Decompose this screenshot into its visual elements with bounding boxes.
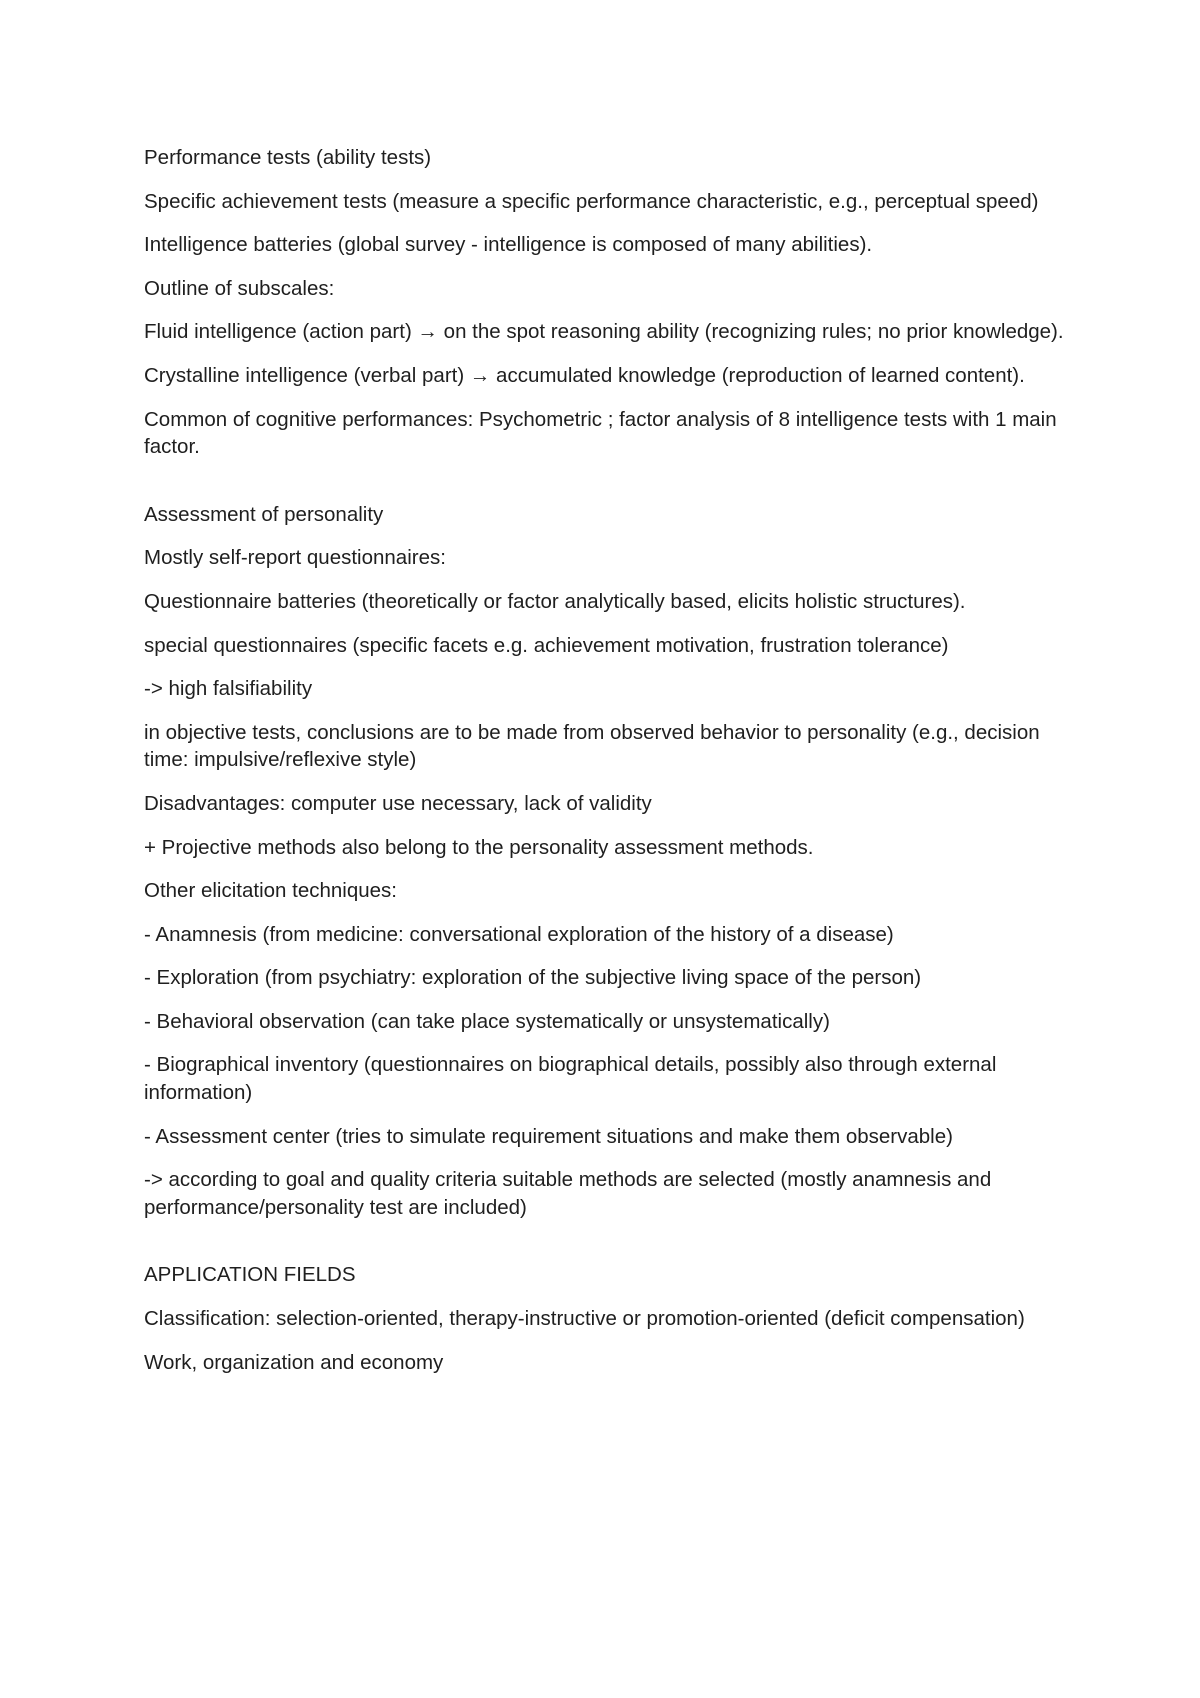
document-body [144,144,1064,1392]
paragraph: -> according to goal and quality criteria suitable methods are selected (mostly anamnesis and performance/personality test are included) [144,1168,992,1219]
paragraph: -> high falsifiability [144,677,313,701]
paragraph: Specific achievement tests (measure a specific performance characteristic, e.g., perceptual speed) [144,189,1039,213]
paragraph: Fluid intelligence (action part) → on the spot reasoning ability (recognizing rules; no prior knowledge). [144,320,1064,344]
section-heading-performance-tests: Performance tests (ability tests) [144,146,432,169]
paragraph: Mostly self-report questionnaires: [144,546,446,570]
paragraph: Other elicitation techniques: [144,879,397,903]
section-heading-assessment-of-personality: Assessment of personality [144,502,384,526]
list-item: - Anamnesis (from medicine: conversational exploration of the history of a disease) [144,922,894,946]
section-heading-application-fields: APPLICATION FIELDS [144,1263,356,1287]
list-item: - Behavioral observation (can take place systematically or unsystematically) [144,1009,830,1033]
paragraph: Outline of subscales: [144,276,335,300]
paragraph: special questionnaires (specific facets e.g. achievement motivation, frustration tolerance) [144,633,949,657]
list-item: - Exploration (from psychiatry: exploration of the subjective living space of the person) [144,966,922,990]
paragraph: Classification: selection-oriented, therapy-instructive or promotion-oriented (deficit compensation) [144,1307,1025,1331]
paragraph: Work, organization and economy [144,1350,444,1374]
list-item: - Biographical inventory (questionnaires on biographical details, possibly also through external information) [144,1053,997,1105]
list-item: - Assessment center (tries to simulate requirement situations and make them observable) [144,1124,953,1148]
paragraph: Crystalline intelligence (verbal part) → accumulated knowledge (reproduction of learned content). [144,363,1025,387]
paragraph: Disadvantages: computer use necessary, lack of validity [144,791,652,815]
paragraph: in objective tests, conclusions are to be made from observed behavior to personality (e.g., decision time: impulsive/reflexive style) [144,720,1040,772]
paragraph: Common of cognitive performances: Psychometric ; factor analysis of 8 intelligence tests with 1 main factor. [144,407,1057,459]
paragraph: Intelligence batteries (global survey - intelligence is composed of many abilities). [144,233,873,257]
paragraph: Questionnaire batteries (theoretically or factor analytically based, elicits holistic structures). [144,589,966,613]
paragraph: + Projective methods also belong to the personality assessment methods. [144,835,814,859]
